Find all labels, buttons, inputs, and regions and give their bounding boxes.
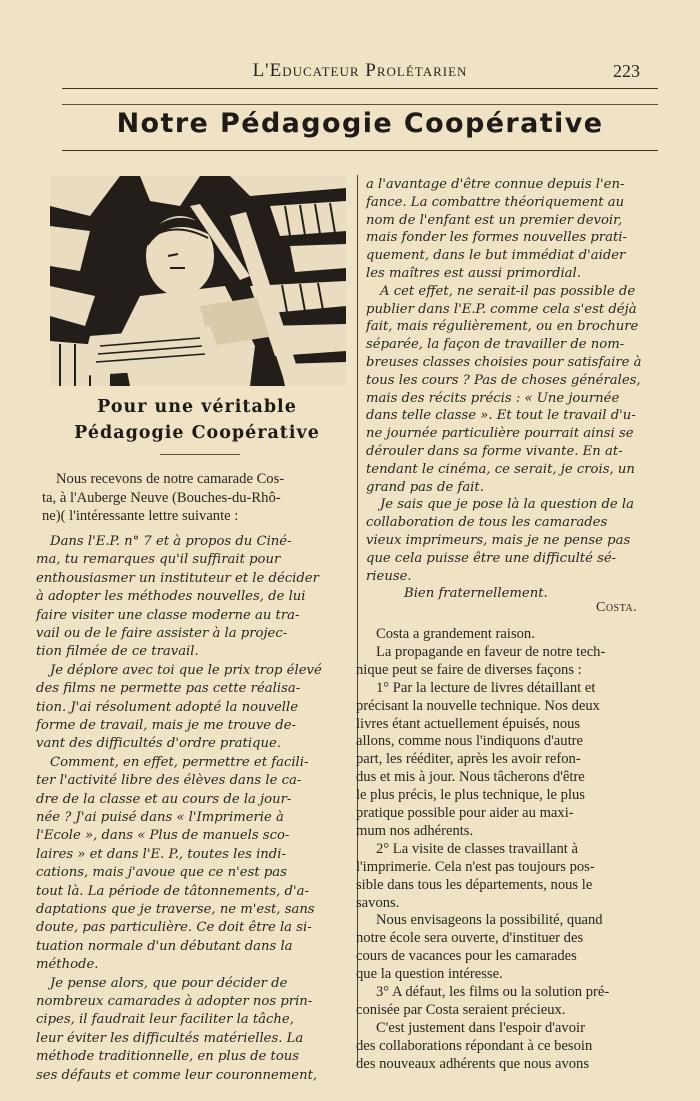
letter-line: vant des difficultés d'ordre pratique. [36, 736, 281, 752]
intro-line: ne)( l'intéressante lettre suivante : [42, 508, 239, 524]
letter-line: tout là. La période de tâtonnements, d'a- [36, 883, 309, 899]
letter-line: nombreux camarades à adopter nos prin- [36, 994, 313, 1009]
letter-line: fance. La combattre théoriquement au [366, 194, 625, 210]
reply-line: La propagande en faveur de notre tech- [376, 643, 606, 660]
running-head [62, 58, 658, 89]
letter-line: cipes, il faudrait leur faciliter la tâche, [36, 1012, 294, 1028]
subtitle-rule [160, 454, 240, 455]
woodcut-illustration [50, 176, 346, 386]
reply-line: 2° La visite de classes travaillant à [376, 840, 578, 857]
letter-line: dérouler dans sa forme vivante. En at- [366, 444, 623, 459]
letter-line: mais des récits précis : « Une journée [366, 390, 620, 406]
reply-line: dus et mis à jour. Nous tâcherons d'être [356, 769, 585, 786]
letter-line: vieux imprimeurs, mais je ne pense pas [366, 533, 631, 548]
title-rule-bottom [62, 150, 658, 151]
reply-line: 3° A défaut, les films ou la solution pré- [376, 984, 610, 1000]
reply-line: sible dans tous les départements, nous le [356, 876, 593, 893]
letter-line: mais fonder les formes nouvelles prati- [366, 230, 627, 246]
reply-line: part, les rééditer, après les avoir refon- [356, 751, 581, 768]
letter-line: laires » et dans l'E. P., toutes les indi- [36, 846, 286, 862]
letter-line: publier dans l'E.P. comme cela s'est déjà [366, 301, 637, 317]
letter-line: Je sais que je pose là la question de la [380, 497, 634, 513]
intro-line: ta, à l'Auberge Neuve (Bouches-du-Rhô- [42, 489, 281, 506]
intro-line: Nous recevons de notre camarade Cos- [56, 471, 285, 487]
letter-line: à adopter les méthodes nouvelles, de lui [36, 589, 306, 605]
reply-line: livres étant actuellement épuisés, nous [356, 715, 581, 732]
journal-title: L'Educateur Prolétarien [252, 60, 468, 81]
reply-line: le plus précis, le plus technique, le plus [356, 787, 585, 804]
section-title: Notre Pédagogie Coopérative [116, 108, 604, 139]
reply-line: conisée par Costa seraient précieux. [356, 1001, 566, 1018]
letter-line: ne journée particulière pourrait ainsi se [366, 426, 634, 442]
letter-line: forme de travail, mais je me trouve de- [36, 718, 296, 733]
letter-line: Comment, en effet, permettre et facili- [50, 754, 309, 770]
letter-line: tendant le cinéma, ce serait, je crois, un [366, 461, 635, 477]
reply-line: des collaborations répondant à ce besoin [356, 1037, 593, 1054]
letter-line: méthode. [36, 957, 99, 973]
letter-line: séparée, la façon de travailler de nom- [366, 337, 625, 353]
letter-line: l'Ecole », dans « Plus de manuels sco- [36, 828, 290, 844]
reply-line: Costa a grandement raison. [376, 626, 535, 642]
letter-line: A cet effet, ne serait-il pas possible de [380, 283, 636, 299]
letter-line: Je déplore avec toi que le prix trop élevé [50, 662, 322, 678]
letter-line: tion filmée de ce travail. [36, 644, 199, 660]
subtitle-line-2: Pédagogie Coopérative [74, 423, 320, 443]
letter-line: ter l'activité libre des élèves dans le ca- [36, 773, 302, 789]
letter-line: leur éviter les difficultés matérielles. La [36, 1030, 304, 1046]
page-number: 223 [613, 61, 640, 81]
letter-line: a l'avantage d'être connue depuis l'en- [366, 177, 625, 192]
letter-line: ses défauts et comme leur couronnement, [36, 1067, 318, 1083]
letter-line: grand pas de fait. [366, 479, 484, 495]
letter-line: que cela puisse être une difficulté sé- [366, 550, 617, 566]
letter-line: méthode traditionnelle, en plus de tous [36, 1049, 300, 1065]
reply-line: précisant la nouvelle technique. Nos deux [356, 697, 600, 714]
reply-line: nique peut se faire de diverses façons : [356, 661, 582, 678]
letter-line: dre de la classe et au cours de la jour- [36, 791, 292, 807]
letter-line: des films ne permette pas cette réalisa- [36, 681, 301, 697]
letter-line: breuses classes choisies pour satisfaire à [366, 355, 642, 370]
letter-line: Dans l'E.P. n° 7 et à propos du Ciné- [50, 534, 292, 549]
letter-line: daptations que je traverse, ne m'est, sans [36, 902, 315, 917]
reply-line: notre école sera ouverte, d'instituer des [356, 930, 584, 947]
letter-line: quement, dans le but immédiat d'aider [366, 248, 626, 264]
letter-line: vail ou de le faire assister à la projec- [36, 626, 288, 641]
letter-line: tion. J'ai résolument adopté la nouvelle [36, 699, 299, 715]
reply-line: pratique possible pour aider au maxi- [356, 805, 574, 821]
letter-line: née ? J'ai puisé dans « l'Imprimerie à [36, 810, 284, 825]
reply-line: cours de vacances pour les camarades [356, 948, 577, 965]
reply-line: allons, comme nous l'indiquons d'autre [356, 733, 583, 750]
letter-line: Bien fraternellement. [404, 586, 548, 602]
reply-line: des nouveaux adhérents que nous avons [356, 1055, 590, 1072]
letter-line: cations, mais j'avoue que ce n'est pas [36, 865, 287, 881]
letter-line: tous les cours ? Pas de choses générales, [366, 372, 641, 388]
letter-line: tuation normale d'un débutant dans la [36, 938, 293, 954]
letter-line: ma, tu remarques qu'il suffirait pour [36, 552, 281, 568]
reply-line: mum nos adhérents. [356, 822, 474, 839]
reply-line: savons. [356, 894, 400, 911]
letter-line: enthousiasmer un instituteur et le décider [36, 570, 319, 586]
signature: Costa. [596, 600, 638, 615]
letter-line: nom de l'enfant est un premier devoir, [366, 212, 623, 228]
reply-line: que la question intéresse. [356, 966, 503, 983]
letter-line: dans telle classe ». Et tout le travail d'u- [366, 408, 636, 424]
letter-line: Je pense alors, que pour décider de [50, 975, 288, 991]
letter-line: rieuse. [366, 568, 412, 584]
letter-line: faire visiter une classe moderne au tra- [36, 607, 300, 623]
reply-line: Nous envisageons la possibilité, quand [376, 912, 603, 929]
letter-line: collaboration de tous les camarades [366, 515, 608, 531]
subtitle-line-1: Pour une véritable [97, 397, 297, 417]
reply-line: 1° Par la lecture de livres détaillant et [376, 679, 596, 696]
letter-line: fait, mais régulièrement, ou en brochure [366, 319, 639, 335]
letter-line: les maîtres est aussi primordial. [366, 266, 581, 281]
letter-line: doute, pas particulière. Ce doit être la si- [36, 920, 312, 936]
title-rule-top [62, 104, 658, 105]
reply-line: C'est justement dans l'espoir d'avoir [376, 1019, 585, 1036]
reply-line: l'imprimerie. Cela n'est pas toujours pos- [356, 858, 595, 875]
